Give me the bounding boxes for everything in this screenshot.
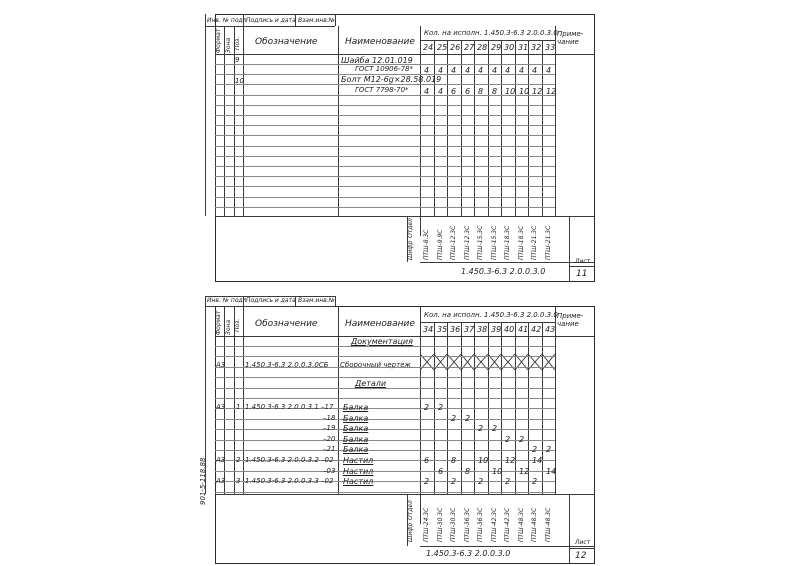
cipher-code: ПТШ-48.3С bbox=[518, 507, 525, 542]
qty-cell: 2 bbox=[546, 445, 552, 454]
qty-cell: 2 bbox=[451, 414, 457, 423]
qty-cell: 4 bbox=[438, 87, 444, 96]
table-row-line bbox=[215, 471, 555, 472]
cipher-label: Шифр bbox=[407, 240, 414, 260]
stamp-inv-no: Инв. № подл bbox=[207, 297, 247, 304]
qty-cell: 2 bbox=[505, 435, 511, 444]
qty-cell: 4 bbox=[424, 66, 430, 75]
cipher-label: Шифр bbox=[407, 522, 414, 542]
qty-cell: 12 bbox=[532, 87, 543, 96]
table-row-line bbox=[215, 105, 555, 106]
cipher-code: ПТШ-15.3С bbox=[491, 225, 498, 260]
sheet-number: 11 bbox=[576, 269, 588, 279]
document-number: 1.450.3-6.3 2.0.0.3.0 bbox=[461, 267, 546, 276]
qty-cell: 2 bbox=[505, 477, 511, 486]
qty-cell: 14 bbox=[532, 456, 543, 465]
qty-cell: 6 bbox=[465, 87, 471, 96]
qty-cell: 2 bbox=[424, 403, 430, 412]
qty-cell: 14 bbox=[546, 467, 557, 476]
table-row-line bbox=[215, 346, 555, 347]
table-row-line bbox=[215, 440, 555, 441]
exec-number: 36 bbox=[450, 325, 461, 334]
cipher-code: ПТШ-36.3С bbox=[477, 507, 484, 542]
col-designation-header: Обозначение bbox=[255, 37, 318, 47]
section-documentation: Документация bbox=[351, 337, 413, 346]
exec-number: 29 bbox=[491, 43, 502, 52]
part-designation: –03 bbox=[323, 467, 336, 475]
exec-number: 43 bbox=[545, 325, 556, 334]
part-designation: –19 bbox=[323, 424, 336, 432]
table-row-line bbox=[215, 64, 555, 65]
doc-format: А3 bbox=[216, 361, 226, 369]
table-row-line bbox=[215, 84, 555, 85]
col-pos-header: Поз. bbox=[234, 36, 241, 50]
qty-cell: 4 bbox=[492, 66, 498, 75]
qty-cell: 12 bbox=[505, 456, 516, 465]
document-number: 1.450.3-6.3 2.0.0.3.0 bbox=[426, 549, 511, 558]
side-stamp: 901-5-118.88 bbox=[199, 457, 207, 505]
table-row-line bbox=[215, 429, 555, 430]
table-row-line bbox=[215, 186, 555, 187]
qty-cell: 4 bbox=[451, 66, 457, 75]
table-row-line bbox=[215, 166, 555, 167]
part-designation: –21 bbox=[323, 445, 336, 453]
stamp-replaced-inv: Взам.инв.№ bbox=[298, 297, 335, 304]
row-pos: 10 bbox=[235, 77, 244, 85]
cipher-code: ПТШ-12.3С bbox=[450, 225, 457, 260]
col-note-header: Приме-чание bbox=[557, 30, 584, 47]
qty-cell: 2 bbox=[438, 403, 444, 412]
qty-cell: 2 bbox=[532, 477, 538, 486]
department-label: Отдел bbox=[407, 218, 414, 238]
row-name: Болт М12-6g×28.58.019 bbox=[341, 75, 442, 84]
qty-cell: 2 bbox=[532, 445, 538, 454]
qty-cell: 4 bbox=[465, 66, 471, 75]
part-name: Балка bbox=[343, 403, 369, 412]
part-name: Балка bbox=[343, 424, 369, 433]
qty-cell: 2 bbox=[478, 477, 484, 486]
part-designation: 1.450.3-6.3 2.0.0.3.2 –02 bbox=[245, 456, 334, 464]
qty-cell: 2 bbox=[465, 414, 471, 423]
cipher-code: ПТШ-30.3С bbox=[450, 507, 457, 542]
cipher-code: ПТШ-30.3С bbox=[437, 507, 444, 542]
part-designation: 1.450.3-6.3 2.0.0.3.3 –02 bbox=[245, 477, 334, 485]
col-zone-header: Зона bbox=[225, 319, 232, 335]
table-row-line bbox=[215, 492, 555, 493]
part-pos: 1 bbox=[236, 403, 241, 411]
qty-cell: 10 bbox=[492, 467, 503, 476]
department-label: Отдел bbox=[407, 500, 414, 520]
cipher-code: ПТШ-48.3С bbox=[531, 507, 538, 542]
table-row-line bbox=[215, 398, 555, 399]
col-note-header: Приме-чание bbox=[557, 312, 584, 329]
exec-number: 41 bbox=[518, 325, 529, 334]
table-row-line bbox=[215, 450, 555, 451]
table-row-line bbox=[215, 176, 555, 177]
cipher-code: ПТШ-42.3С bbox=[491, 507, 498, 542]
sheet-bottom bbox=[203, 296, 600, 566]
qty-cell: 4 bbox=[546, 66, 552, 75]
part-designation: –18 bbox=[323, 414, 336, 422]
exec-number: 35 bbox=[437, 325, 448, 334]
sheet-label: Лист bbox=[575, 539, 591, 546]
table-row-line bbox=[215, 197, 555, 198]
qty-cell: 6 bbox=[451, 87, 457, 96]
row-name-standard: ГОСТ 10906-78* bbox=[355, 65, 413, 73]
cipher-code: ПТШ-21.3С bbox=[531, 225, 538, 260]
exec-number: 40 bbox=[504, 325, 515, 334]
exec-number: 24 bbox=[423, 43, 434, 52]
exec-number: 30 bbox=[504, 43, 515, 52]
row-name: Шайба 12.01.019 bbox=[341, 56, 413, 65]
exec-number: 39 bbox=[491, 325, 502, 334]
exec-number: 26 bbox=[450, 43, 461, 52]
col-name-header: Наименование bbox=[345, 319, 415, 329]
qty-cell: 10 bbox=[519, 87, 530, 96]
col-designation-header: Обозначение bbox=[255, 319, 318, 329]
table-row-line bbox=[215, 74, 555, 75]
cipher-code: ПТШ-18.3С bbox=[518, 225, 525, 260]
qty-cell: 10 bbox=[505, 87, 516, 96]
qty-header: Кол. на исполн. 1.450.3-6.3 2.0.0.3.0 bbox=[424, 29, 558, 37]
cipher-code: ПТШ-48.3С bbox=[545, 507, 552, 542]
exec-number: 28 bbox=[477, 43, 488, 52]
stamp-signature-date: Подпись и дата bbox=[246, 297, 296, 304]
table-row-line bbox=[215, 377, 555, 378]
cipher-code: ПТШ-8.3С bbox=[423, 229, 430, 260]
table-row-line bbox=[215, 156, 555, 157]
exec-number: 27 bbox=[464, 43, 475, 52]
part-designation: 1.450.3-6.3 2.0.0.3.1 –17 bbox=[245, 403, 334, 411]
qty-cell: 8 bbox=[465, 467, 471, 476]
part-pos: 2 bbox=[236, 456, 241, 464]
table-row-line bbox=[215, 135, 555, 136]
qty-cell: 12 bbox=[546, 87, 557, 96]
qty-cell: 8 bbox=[451, 456, 457, 465]
table-row-line bbox=[215, 95, 555, 96]
part-name: Балка bbox=[343, 435, 369, 444]
qty-cell: 12 bbox=[519, 467, 530, 476]
table-row-line bbox=[215, 207, 555, 208]
qty-cell: 4 bbox=[519, 66, 525, 75]
qty-cell: 2 bbox=[424, 477, 430, 486]
part-name: Настил bbox=[343, 467, 374, 476]
stamp-signature-date: Подпись и дата bbox=[246, 17, 296, 24]
qty-cell: 4 bbox=[478, 66, 484, 75]
col-format-header: Формат bbox=[215, 310, 222, 335]
exec-number: 25 bbox=[437, 43, 448, 52]
cipher-code: ПТШ-12.3С bbox=[464, 225, 471, 260]
col-pos-header: Поз. bbox=[234, 318, 241, 332]
exec-number: 38 bbox=[477, 325, 488, 334]
qty-cell: 2 bbox=[492, 424, 498, 433]
cipher-code: ПТШ-18.3С bbox=[504, 225, 511, 260]
exec-number: 32 bbox=[531, 43, 542, 52]
doc-designation: 1.450.3-6.3 2.0.0.3.0СБ bbox=[245, 361, 329, 369]
table-row-line bbox=[215, 115, 555, 116]
part-pos: 3 bbox=[236, 477, 241, 485]
table-row-line bbox=[215, 146, 555, 147]
exec-number: 37 bbox=[464, 325, 475, 334]
qty-cell: 10 bbox=[478, 456, 489, 465]
col-zone-header: Зона bbox=[225, 37, 232, 53]
exec-number: 34 bbox=[423, 325, 434, 334]
part-name: Балка bbox=[343, 445, 369, 454]
sheet-number: 12 bbox=[575, 551, 587, 561]
cipher-code: ПТШ-42.3С bbox=[504, 507, 511, 542]
exec-number: 31 bbox=[518, 43, 529, 52]
table-row-line bbox=[215, 367, 555, 368]
table-row-line bbox=[215, 388, 555, 389]
qty-cell: 6 bbox=[424, 456, 430, 465]
qty-cell: 4 bbox=[424, 87, 430, 96]
part-name: Настил bbox=[343, 477, 374, 486]
table-row-line bbox=[215, 125, 555, 126]
sheet-top bbox=[203, 0, 598, 290]
qty-cell: 6 bbox=[438, 467, 444, 476]
part-format: А3 bbox=[216, 403, 226, 411]
cipher-code: ПТШ-9.9С bbox=[437, 229, 444, 260]
table-row-line bbox=[215, 356, 555, 357]
cipher-code: ПТШ-21.3С bbox=[545, 225, 552, 260]
cipher-code: ПТШ-24.3С bbox=[423, 507, 430, 542]
exec-number: 33 bbox=[545, 43, 556, 52]
part-format: А3 bbox=[216, 477, 226, 485]
exec-number: 42 bbox=[531, 325, 542, 334]
qty-cell: 2 bbox=[478, 424, 484, 433]
col-name-header: Наименование bbox=[345, 37, 415, 47]
part-name: Балка bbox=[343, 414, 369, 423]
part-name: Настил bbox=[343, 456, 374, 465]
part-format: А3 bbox=[216, 456, 226, 464]
part-designation: –20 bbox=[323, 435, 336, 443]
section-parts: Детали bbox=[355, 379, 387, 388]
qty-cell: 4 bbox=[505, 66, 511, 75]
qty-cell: 4 bbox=[438, 66, 444, 75]
qty-cell: 2 bbox=[519, 435, 525, 444]
cipher-code: ПТШ-36.3С bbox=[464, 507, 471, 542]
cipher-code: ПТШ-15.3С bbox=[477, 225, 484, 260]
qty-cell: 4 bbox=[532, 66, 538, 75]
stamp-inv-no: Инв. № подл bbox=[207, 17, 247, 24]
table-row-line bbox=[215, 419, 555, 420]
row-name-standard: ГОСТ 7798-70* bbox=[355, 86, 409, 94]
stamp-replaced-inv: Взам.инв.№ bbox=[298, 17, 335, 24]
qty-header: Кол. на исполн. 1.450.3-6.3 2.0.0.3.0 bbox=[424, 311, 558, 319]
qty-cell: 8 bbox=[478, 87, 484, 96]
col-format-header: Формат bbox=[215, 28, 222, 53]
qty-cell: 2 bbox=[451, 477, 457, 486]
row-pos: 9 bbox=[235, 56, 240, 64]
doc-name: Сборочный чертеж bbox=[340, 361, 411, 369]
sheet-label: Лист bbox=[575, 258, 591, 265]
qty-cell: 8 bbox=[492, 87, 498, 96]
